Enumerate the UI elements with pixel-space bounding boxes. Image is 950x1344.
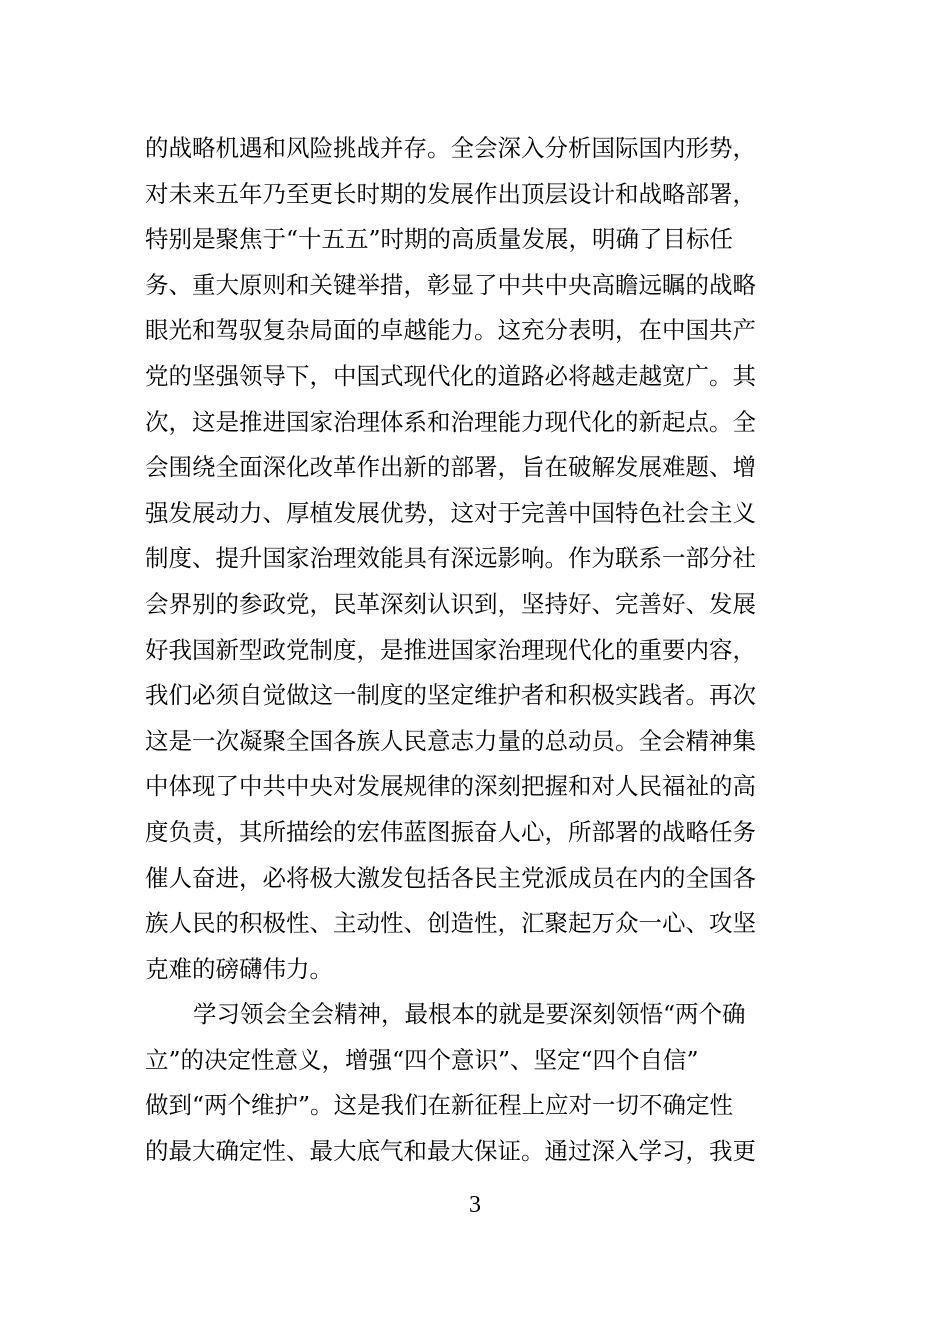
- text-line: 党的坚强领导下，中国式现代化的道路必将越走越宽广。其: [145, 361, 756, 390]
- text-line: 的最大确定性、最大底气和最大保证。通过深入学习，我更: [145, 1137, 756, 1166]
- text-line: 这是一次凝聚全国各族人民意志力量的总动员。全会精神集: [145, 726, 756, 755]
- text-line: 会围绕全面深化改革作出新的部署，旨在破解发展难题、增: [145, 453, 756, 482]
- text-line: 我们必须自觉做这一制度的坚定维护者和积极实践者。再次: [145, 681, 756, 710]
- text-line: 务、重大原则和关键举措，彰显了中共中央高瞻远瞩的战略: [145, 270, 756, 299]
- text-line: 立”的决定性意义，增强“四个意识”、坚定“四个自信”: [145, 1045, 699, 1074]
- text-line: 会界别的参政党，民革深刻认识到，坚持好、完善好、发展: [145, 589, 756, 618]
- page-number: 3: [469, 1192, 481, 1218]
- text-line: 强发展动力、厚植发展优势，这对于完善中国特色社会主义: [145, 498, 756, 527]
- text-line: 做到“两个维护”。这是我们在新征程上应对一切不确定性: [145, 1091, 734, 1120]
- text-line: 制度、提升国家治理效能具有深远影响。作为联系一部分社: [145, 544, 756, 573]
- text-line: 催人奋进，必将极大激发包括各民主党派成员在内的全国各: [145, 863, 756, 892]
- text-line: 度负责，其所描绘的宏伟蓝图振奋人心，所部署的战略任务: [145, 817, 756, 846]
- text-line: 的战略机遇和风险挑战并存。全会深入分析国际国内形势，: [145, 134, 756, 162]
- text-line: 好我国新型政党制度，是推进国家治理现代化的重要内容，: [145, 635, 756, 664]
- text-line: 克难的磅礴伟力。: [145, 954, 333, 983]
- body-text: [145, 126, 815, 1175]
- text-line: 中体现了中共中央对发展规律的深刻把握和对人民福祉的高: [145, 772, 756, 801]
- paragraph-start-line: 学习领会全会精神，最根本的就是要深刻领悟“两个确: [193, 1000, 746, 1029]
- text-line: 对未来五年乃至更长时期的发展作出顶层设计和战略部署，: [145, 179, 756, 208]
- text-line: 次，这是推进国家治理体系和治理能力现代化的新起点。全: [145, 407, 756, 436]
- text-line: 眼光和驾驭复杂局面的卓越能力。这充分表明，在中国共产: [145, 316, 756, 345]
- text-line: 特别是聚焦于“十五五”时期的高质量发展，明确了目标任: [145, 225, 734, 254]
- text-line: 族人民的积极性、主动性、创造性，汇聚起万众一心、攻坚: [145, 909, 756, 938]
